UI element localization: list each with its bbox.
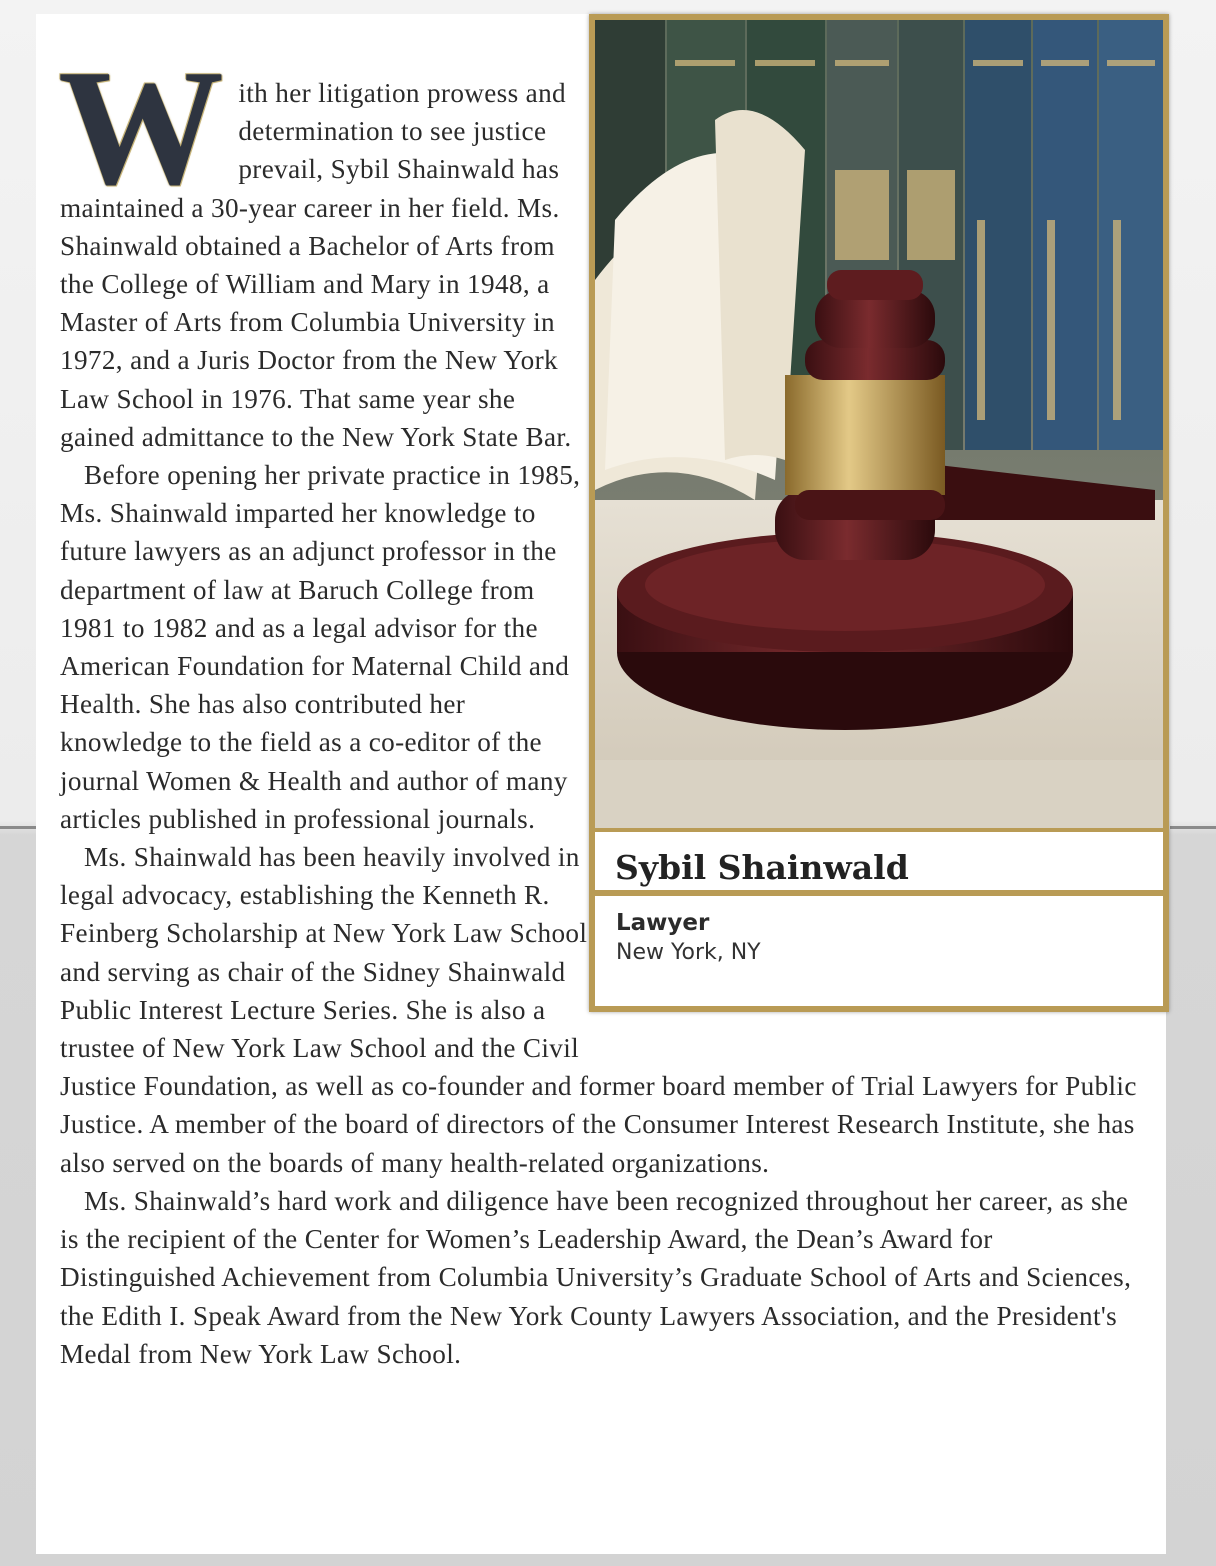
profile-name: Sybil Shainwald <box>615 848 909 887</box>
article-body <box>58 35 1150 1373</box>
paragraph-3: Ms. Shainwald has been heavily involved in legal advocacy, establishing the Kenneth R. Feinberg Scholarship at New York Law School and serving as chair of the Sidney Shainwald Public Interest Lecture Series. She is also a trustee of New York Law School and the Civil Justice Foundation, as well as co-founder and former board member of Trial Lawyers for Public Justice. A member of the board of directors of the Consumer Interest Research Institute, she has also served on the boards of many health-related organizations. <box>60 842 1137 1178</box>
paragraph-4: Ms. Shainwald’s hard work and diligence have been recognized throughout her career, as she is the recipient of the Center for Women’s Leadership Award, the Dean’s Award for Distinguished Achievement from Columbia University’s Graduate School of Arts and Sciences, the Edith I. Speak Award from the New York County Lawyers Association, and the President's Medal from New York Law School. <box>60 1185 1132 1369</box>
paragraph-2: Before opening her private practice in 1985, Ms. Shainwald imparted her knowledge to future lawyers as an adjunct professor in the department of law at Baruch College from 1981 to 1982 and as a legal advisor for the American Foundation for Maternal Child and Health. She has also contributed her knowledge to the field as a co-editor of the journal Women & Health and author of many articles published in professional journals. <box>60 460 581 834</box>
photo-wrap-spacer <box>590 74 1150 1066</box>
profile-location: New York, NY <box>616 940 761 965</box>
profile-title: Lawyer <box>616 910 710 936</box>
page-edge-line-right <box>1170 826 1216 829</box>
drop-cap: W <box>58 35 225 219</box>
paragraph-1: ith her litigation prowess and determination to see justice prevail, Sybil Shainwald has maintained a 30-year career in her field. Ms. Shainwald obtained a Bachelor of Arts from the College of William and Mary in 1948, a Master of Arts from Columbia University in 1972, and a Juris Doctor from the New York Law School in 1976. That same year she gained admittance to the New York State Bar. <box>60 78 572 452</box>
page-edge-line-left <box>0 826 40 829</box>
